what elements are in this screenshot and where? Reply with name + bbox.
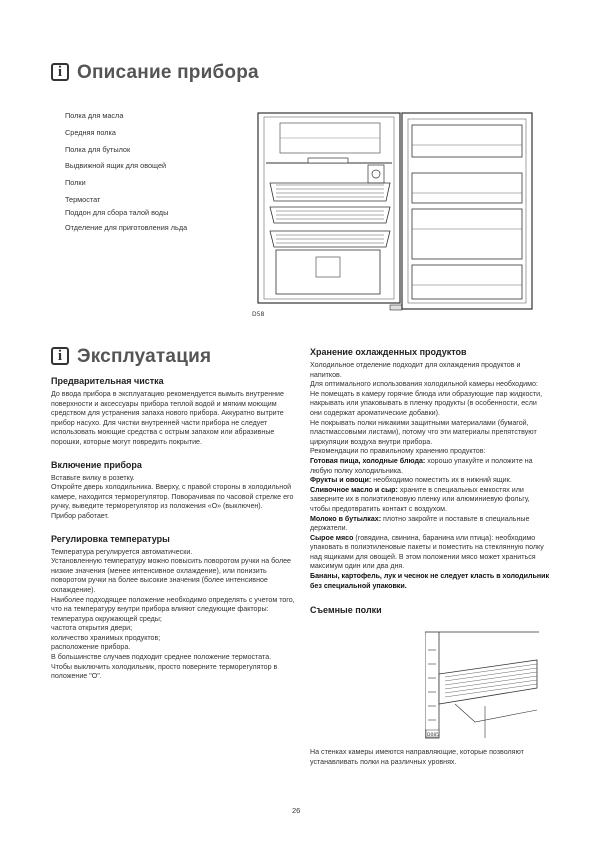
description-title: Описание прибора [77, 62, 259, 83]
storage-item: Сырое мясо (говядина, свинина, баранина или птица): необходимо упаковать в полиэтиленовые пакеты и поместить на стеклянную полку над ящиками для овощей. В этом положении мясо может храниться максимум один или два дня. [310, 533, 544, 571]
part-label: Полка для бутылок [65, 145, 131, 154]
shelves-heading: Съемные полки [310, 605, 382, 616]
shelves-diagram [425, 630, 540, 740]
temperature-text: Установленную температуру можно повысить поворотом ручки на более низкие значения (менее интенсивное охлаждение), или понизить поворотом ручки на более высокие значения (более интенсивное охлаждение). [51, 557, 291, 594]
diagram-code: D58 [252, 311, 265, 318]
switch-on-heading: Включение прибора [51, 459, 142, 470]
part-label: Поддон для сбора талой воды [65, 208, 169, 217]
temperature-factor: расположение прибора. [51, 643, 131, 652]
page-number: 26 [292, 806, 301, 815]
temperature-text: Наиболее подходящее положение необходимо определять с учетом того, что на температуру внутри прибора влияют следующие факторы: [51, 595, 295, 614]
part-label: Отделение для приготовления льда [65, 223, 188, 232]
precleaning-text: До ввода прибора в эксплуатацию рекомендуется вымыть внутренние поверхности и аксессуары прибора теплой водой и мягким моющим средством для устранения запаха нового прибора. Аккуратно вытрите прибор насухо. Для чистки внутренней части прибора не следует использовать моющие средства с острым запахом или абразивные порошки, которые могут повредить покрытие. [51, 390, 284, 446]
part-label: Средняя полка [65, 128, 116, 137]
right-column [310, 347, 550, 619]
left-column [51, 376, 295, 682]
part-label: Термостат [65, 195, 101, 204]
storage-item: Молоко в бутылках: плотно закройте и поставьте в специальные держатели. [310, 514, 530, 533]
storage-item: Сливочное масло и сыр: храните в специальных емкостях или заверните их в полиэтиленовую пленку или алюминиевую фольгу, чтобы предотвратить контакт с воздухом. [310, 485, 530, 513]
switch-on-text: Вставьте вилку в розетку. [51, 473, 135, 482]
temperature-factor: температура окружающей среды; [51, 614, 162, 623]
storage-item-label: Сливочное масло и сыр: [310, 485, 398, 494]
storage-item-label: Фрукты и овощи: [310, 476, 372, 485]
temperature-text: В большинстве случаев подходит среднее положение термостата. [51, 653, 272, 662]
temperature-text: Температура регулируется автоматически. [51, 547, 193, 556]
temperature-factor: частота открытия двери; [51, 624, 133, 633]
storage-text: Для оптимального использования холодильной камеры необходимо: [310, 380, 538, 389]
shelves-caption: На стенках камеры имеются направляющие, которые позволяют устанавливать полки на различных уровнях. [310, 748, 524, 766]
temperature-heading: Регулировка температуры [51, 533, 170, 544]
temperature-text: Чтобы выключить холодильник, просто поверните терморегулятор в положение "O". [51, 662, 278, 681]
storage-item-label: Сырое мясо [310, 533, 354, 542]
storage-item-label: Молоко в бутылках: [310, 514, 382, 523]
fridge-diagram [250, 105, 550, 320]
operation-title: Эксплуатация [77, 346, 212, 367]
part-label: Полки [65, 178, 86, 187]
storage-heading: Хранение охлажденных продуктов [310, 347, 467, 357]
switch-on-text: Прибор работает. [51, 511, 109, 520]
storage-text: Не покрывать полки никакими защитными материалами (бумагой, пластмассовыми листами), потому что эти материалы препятствуют циркуляции воздуха внутри прибора. [310, 418, 537, 446]
storage-item-label: Готовая пища, холодные блюда: [310, 456, 426, 465]
storage-text: Холодильное отделение подходит для охлаждения продуктов и напитков. [310, 361, 521, 379]
diagram-code: D085 [427, 733, 440, 738]
part-label: Полка для масла [65, 111, 124, 120]
info-icon: i [51, 63, 69, 81]
temperature-factor: количество хранимых продуктов; [51, 633, 161, 642]
storage-text: Не помещать в камеру горячие блюда или образующие пар жидкости, накрывать или упаковывать в пленку продукты (в особенности, если они содержат ароматические добавки). [310, 389, 543, 417]
info-icon: i [51, 347, 69, 365]
storage-item: Готовая пища, холодные блюда: хорошо упакуйте и положите на любую полку холодильника. [310, 456, 533, 475]
switch-on-text: Откройте дверь холодильника. Вверху, с правой стороны в холодильной камере, находится терморегулятор. Поворачивая по часовой стрелке его ручку, выведите терморегулятор из положения «O» (выключен). [51, 483, 294, 511]
storage-item: Фрукты и овощи: необходимо поместить их в нижний ящик. [310, 476, 512, 485]
precleaning-heading: Предварительная чистка [51, 376, 164, 386]
storage-warning: Бананы, картофель, лук и чеснок не следует класть в холодильник без специальной упаковки. [310, 572, 550, 590]
part-label: Выдвижной ящик для овощей [65, 161, 167, 170]
storage-text: Рекомендации по правильному хранению продуктов: [310, 447, 486, 456]
